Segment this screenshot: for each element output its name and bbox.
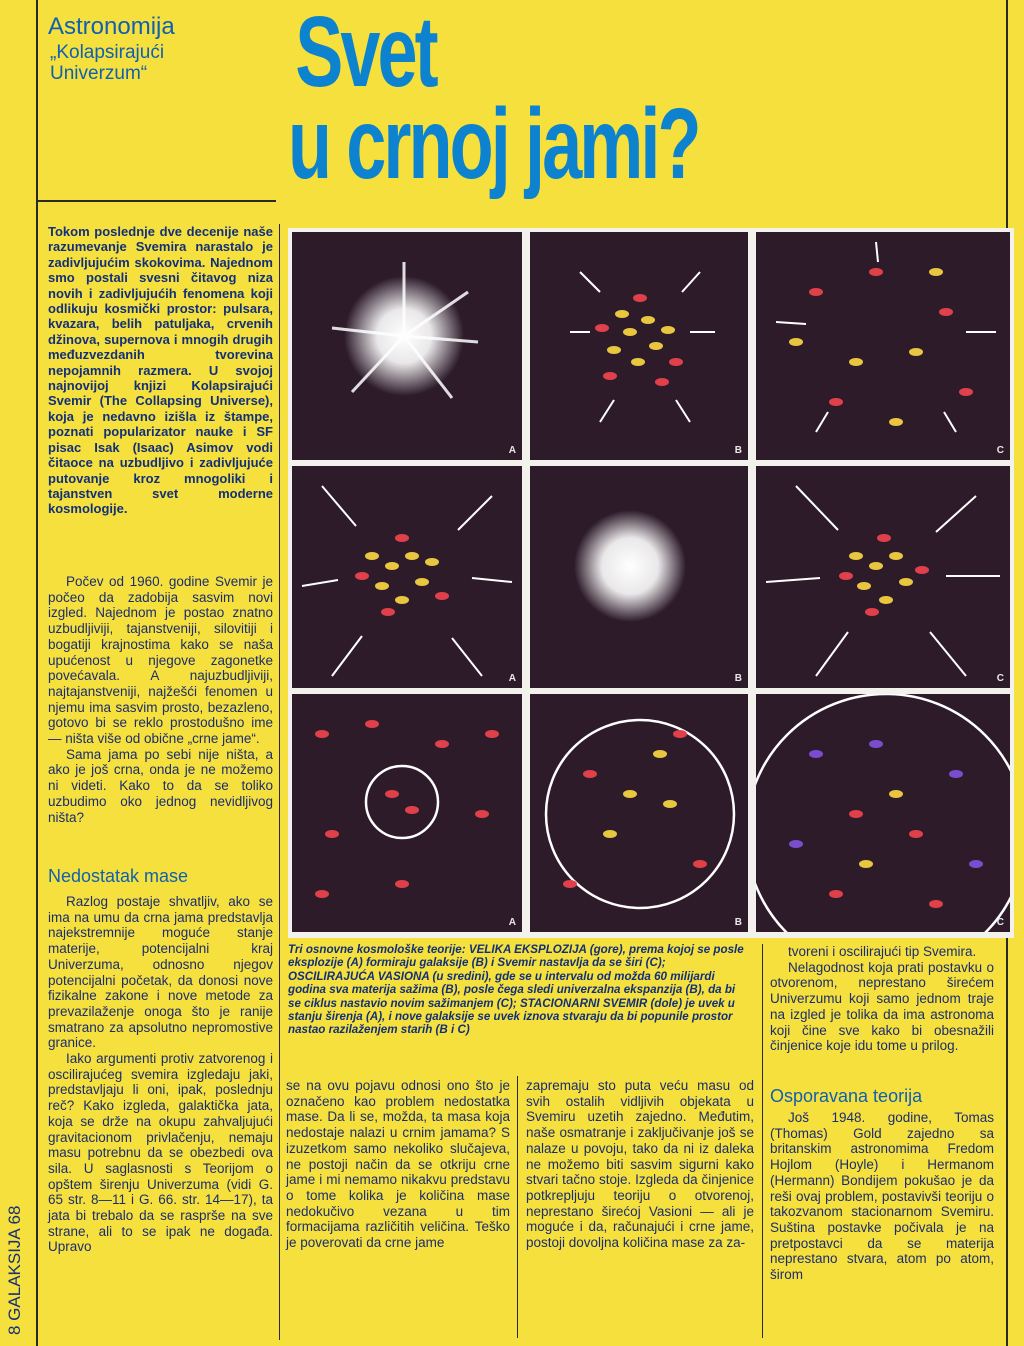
folio-text: 8 GALAKSIJA 68 [5, 1205, 24, 1335]
column-1-para-4: Iako argumenti protiv zatvorenog i oscilirajućeg svemira izgledaju jaki, predstavljaju li oni, ipak, poslednju reč? Kako izgleda, galaktička jata, koja se drže na okupu zahvaljujući gravitacionom privlačenju, nemaju masu potrebnu da se obezbedi ova sila. U saglasnosti s Teorijom o opštem širenju Univerzuma (vidi G. 65 str. 8—11 i G. 66. str. 14—17), ta jata bi trebalo da se rasprše na sve strane, ali to se ipak ne događa. Upravo [48, 1051, 273, 1255]
column-1-para-3: Razlog postaje shvatljiv, ako se ima na umu da crna jama predstavlja najekstremnije moguće stanje materije, potencijalni kraj Univerzuma, odnosno njegov potencijalni početak, da donosi nove fizikalne zakone i nove metode za prevazilaženje onoga što je ranije smatrano za apsolutno nepromostive granice. [48, 894, 273, 1051]
column-4-para-3: Još 1948. godine, Tomas (Thomas) Gold zajedno sa britanskim astronomima Fredom Hojlom (Hoyle) i Hermanom (Hermann) Bondijem pokušao je da reši ovaj problem, postavivši teoriju o takozvanom stacionarnom Svemiru. Suština postavke počivala je na pretpostavci da se materija neprestano stvara, atom po atom, širom [770, 1110, 994, 1283]
column-4-lower [770, 1110, 994, 1283]
panel-label: B [734, 673, 742, 684]
panel-oscillating-c [756, 466, 1010, 688]
subhead-osporavana-teorija: Osporavana teorija [770, 1086, 923, 1106]
panel-steady-state-a [292, 694, 522, 932]
headline-line-1: Svet [295, 0, 436, 108]
panel-steady-state-b [530, 694, 748, 932]
panel-label: C [996, 445, 1004, 456]
panel-label: A [508, 917, 516, 928]
panel-label: C [996, 673, 1004, 684]
column-rule-2 [517, 1076, 518, 1338]
panel-steady-state-c [756, 694, 1010, 932]
panel-label: B [734, 917, 742, 928]
figure-caption: Tri osnovne kosmološke teorije: VELIKA EKSPLOZIJA (gore), prema kojoj se posle eksplozije (A) formiraju galaksije (B) i Svemir nastavlja da se širi (C); OSCILIRAJUĆA VASIONA (u sredini), gde se u intervalu od možda 60 milijardi godina sva materija sažima (B), posle čega sledi univerzalna ekspanzija (B), da bi se ciklus nastavio novim sažimanjem (C); STACIONARNI SVEMIR (dole) je uvek u stanju širenja (A), i nove galaksije se uvek iznova stvaraju da bi popunile prostor nastao razilaženjem starih (B i C) [288, 943, 744, 1037]
headline [288, 0, 699, 200]
article-kicker: „Kolapsirajući Univerzum“ [50, 42, 165, 84]
column-3: zapremaju sto puta veću masu od svih ostalih vidljivih objekata u Svemiru uzetih zajedno. Međutim, naše osmatranje i zaključivanje još se nalaze u povoju, tako da ni iz daleka ne možemo biti sasvim sigurni kako stvari tačno stoje. Izgleda da činjenice potkrepljuju teoriju o otvorenoj, neprestano širećoj Vasioni — ali je moguće i da, računajući i crne jame, postoji dovoljna količina mase za za- [526, 1078, 754, 1251]
panel-big-bang-b [530, 232, 748, 460]
column-1-para-2: Sama jama po sebi nije ništa, a ako je još crna, onda je ne možemo ni videti. Kako to da se toliko uzbudimo oko jednog nevidljivog ništa? [48, 746, 273, 825]
column-1-upper [48, 574, 273, 825]
column-1-para-1: Počev od 1960. godine Svemir je počeo da zadobija sasvim novi izgled. Najednom je postao znatno uzbudljiviji, tajanstveniji, silovitiji i bogatiji krajnostima kako se naša upućenost u njegove zagonetke povećavala. A najuzbudljiviji, najtajanstveniji, najžešći fenomen u njemu ima sasvim prosto, bezazleno, gotovo bi se reklo prostodušno ime — ništa više od obične „crne jame“. [48, 574, 273, 747]
panel-big-bang-a [292, 232, 522, 460]
column-4-upper [770, 944, 994, 1054]
panel-oscillating-b [530, 466, 748, 688]
column-rule-1 [279, 224, 280, 1340]
column-2: se na ovu pojavu odnosi ono što je označeno kao problem nedostatka mase. Da li se, možda, ta masa koja nedostaje nalazi u crnim jamama? S izuzetkom samo nekoliko slučajeva, ne postoji način da se otkriju crne jame i mi nemamo nikakvu predstavu o tome kolika je količina mase nedokučivo vezana u tim formacijama različitih veličina. Teško je poverovati da crne jame [286, 1078, 510, 1251]
column-1-lower [48, 894, 273, 1255]
section-label: Astronomija [48, 13, 175, 40]
column-4-para-2: Nelagodnost koja prati postavku o otvorenom, neprestano širećem Univerzumu koji samo jednom traje na izgled je tolika da ima astronoma koji čine sve kako bi obesnažili činjenice koje idu tome u prilog. [770, 959, 994, 1054]
panel-big-bang-c [756, 232, 1010, 460]
column-4-para-1: tvoreni i oscilirajući tip Svemira. [788, 944, 977, 959]
page-folio [2, 1190, 28, 1340]
panel-oscillating-a [292, 466, 522, 688]
panel-label: B [734, 445, 742, 456]
headline-line-2: u crnoj jami? [288, 88, 699, 200]
cosmology-figure [288, 228, 1014, 938]
panel-label: A [508, 445, 516, 456]
panel-label: A [508, 673, 516, 684]
panel-label: C [996, 917, 1004, 928]
intro-paragraph: Tokom poslednje dve decenije naše razumevanje Svemira narastalo je zadivljujućim skokovima. Najednom smo postali svesni čitavog niza novih i zadivljujućih fenomena koji odlikuju kosmički prostor: pulsara, kvazara, belih patuljaka, crvenih džinova, supernova i mnogih drugih međuzvezdanih tvorevina nepojamnih razmera. U svojoj najnovijoj knjizi Kolapsirajući Svemir (The Collapsing Universe), koja je nedavno izišla iz štampe, poznati popularizator nauke i SF pisac Isak (Isaac) Asimov vodi čitaoce na uzbudljivo i zadivljujuće putovanje kroz mnogoliki i tajanstven svet moderne kosmologije. [48, 224, 273, 517]
column-rule-3 [762, 944, 763, 1338]
header-rule [36, 200, 276, 202]
subhead-nedostatak-mase: Nedostatak mase [48, 866, 189, 886]
